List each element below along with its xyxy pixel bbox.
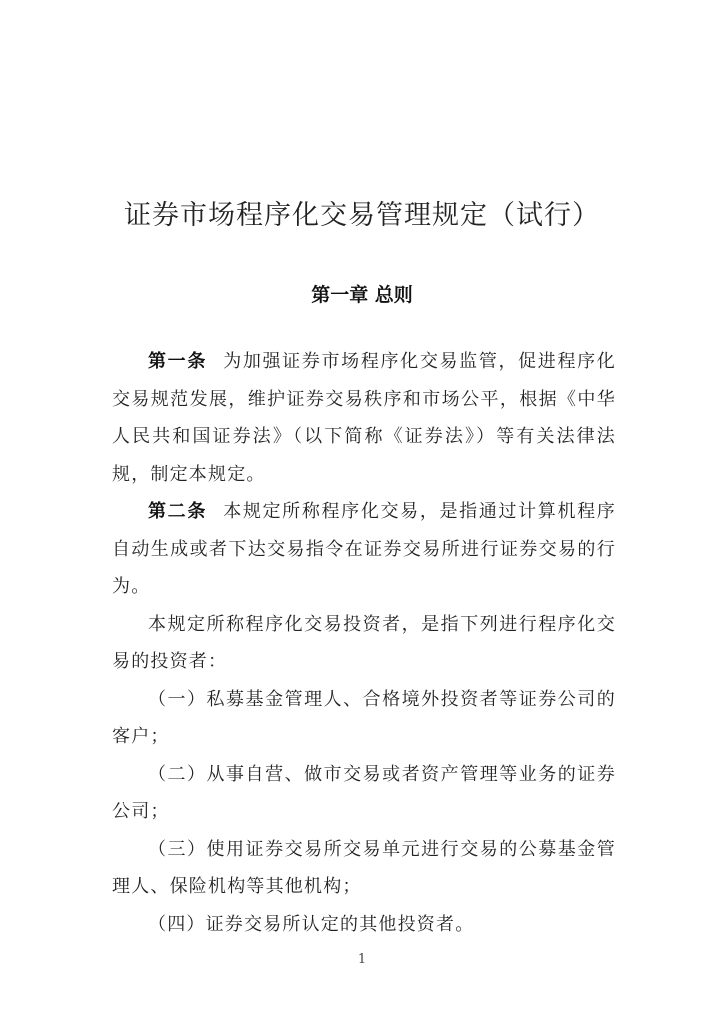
document-title: 证券市场程序化交易管理规定（试行） xyxy=(124,200,600,231)
list-item: （一）私募基金管理人、合格境外投资者等证券公司的客户； xyxy=(112,688,616,747)
investors-paragraph: 本规定所称程序化交易投资者，是指下列进行程序化交易的投资者： xyxy=(112,613,616,672)
article-2-paragraph xyxy=(112,493,616,606)
list-item: （四）证券交易所认定的其他投资者。 xyxy=(148,913,475,935)
article-2-text: 本规定所称程序化交易，是指通过计算机程序自动生成或者下达交易指令在证券交易所进行证券交易的行为。 xyxy=(112,501,616,597)
list-item: （二）从事自营、做市交易或者资产管理等业务的证券公司； xyxy=(112,763,616,822)
article-2-label: 第二条 xyxy=(148,501,207,522)
page-number: 1 xyxy=(357,952,367,967)
article-1-paragraph xyxy=(112,343,616,493)
document-body xyxy=(112,343,616,943)
article-1-label: 第一条 xyxy=(148,351,207,372)
list-item: （三）使用证券交易所交易单元进行交易的公募基金管理人、保险机构等其他机构； xyxy=(112,838,616,897)
chapter-heading: 第一章 总则 xyxy=(311,284,413,306)
article-1-text: 为加强证券市场程序化交易监管，促进程序化交易规范发展，维护证券交易秩序和市场公平，根据《中华人民共和国证券法》（以下简称《证券法》）等有关法律法规，制定本规定。 xyxy=(112,351,616,485)
